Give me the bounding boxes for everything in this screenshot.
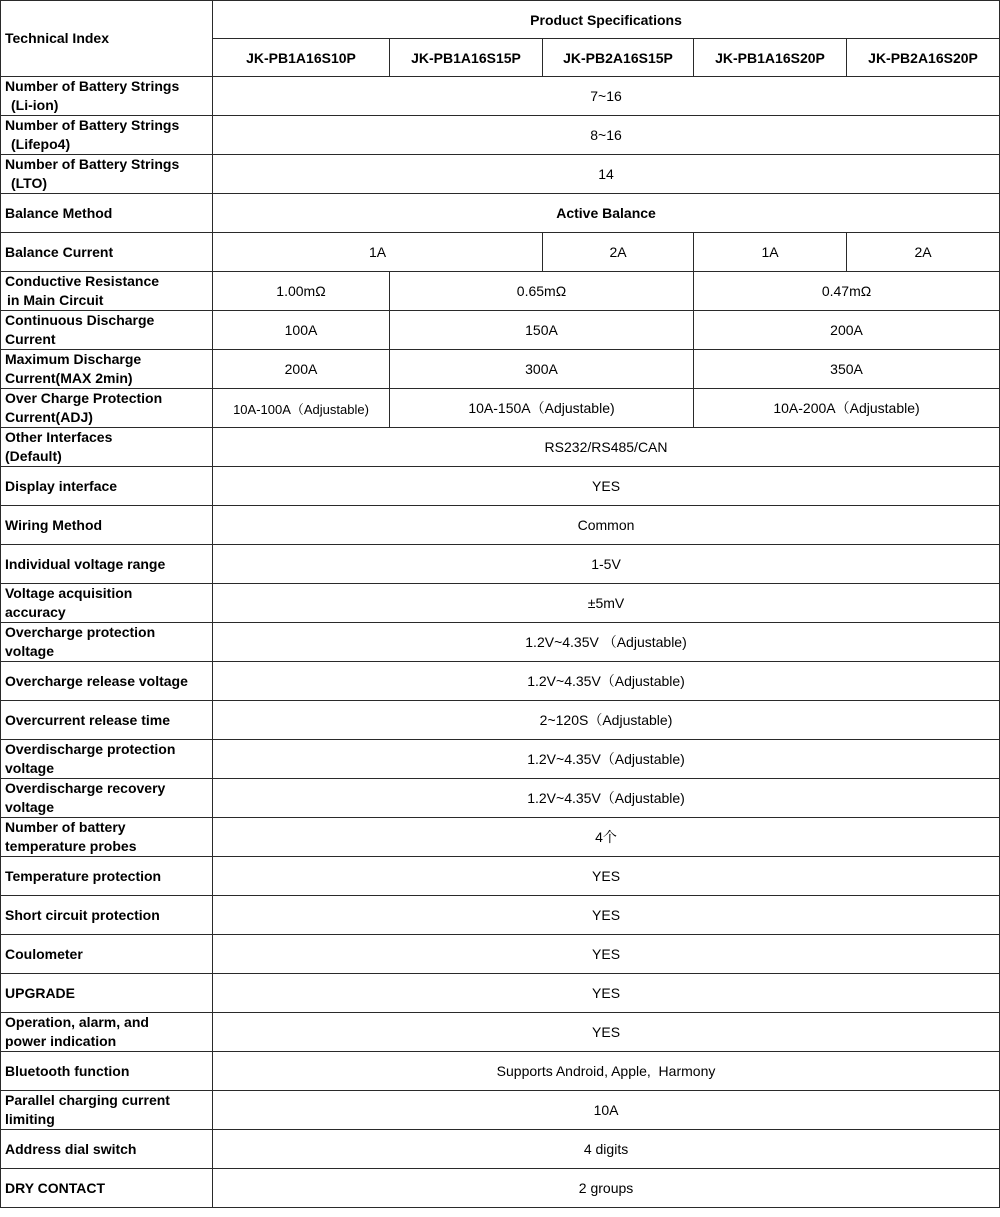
spec-value: 1.2V~4.35V（Adjustable) [213,779,1000,818]
table-row [1,428,1000,467]
row-label-line: Number of Battery Strings [5,117,180,133]
spec-value: 1.2V~4.35V（Adjustable) [213,740,1000,779]
row-label-line: accuracy [5,604,66,620]
table-row [1,1091,1000,1130]
row-label-line: (Li-ion) [11,97,59,113]
row-label-line: Overdischarge recovery [5,780,166,796]
spec-value: 14 [213,155,1000,194]
spec-value: 200A [213,350,390,389]
table-row [1,272,1000,311]
row-label: DRY CONTACT [1,1169,213,1208]
spec-value: 100A [213,311,390,350]
row-label-line: Number of Battery Strings [5,78,180,94]
table-row [1,1013,1000,1052]
spec-value: 1.2V~4.35V （Adjustable) [213,623,1000,662]
spec-value: 2 groups [213,1169,1000,1208]
spec-value: 10A-150A（Adjustable) [390,389,694,428]
row-label [1,1013,213,1052]
spec-value: YES [213,1013,1000,1052]
row-label [1,818,213,857]
row-label-line: Number of Battery Strings [5,156,180,172]
table-row [1,506,1000,545]
spec-value: 8~16 [213,116,1000,155]
spec-value: YES [213,896,1000,935]
spec-value: Active Balance [213,194,1000,233]
table-row [1,662,1000,701]
row-label [1,155,213,194]
row-label [1,623,213,662]
table-row [1,194,1000,233]
row-label-line: Over Charge Protection [5,390,163,406]
table-row [1,623,1000,662]
row-label-line: Operation, alarm, and [5,1014,149,1030]
spec-value: 7~16 [213,77,1000,116]
row-label-line: power indication [5,1033,117,1049]
row-label-line: (LTO) [11,175,48,191]
spec-value: ±5mV [213,584,1000,623]
model-header: JK-PB2A16S15P [543,39,694,77]
row-label [1,311,213,350]
spec-value: 10A-100A（Adjustable) [213,389,390,428]
spec-value: Common [213,506,1000,545]
table-row [1,935,1000,974]
spec-value: YES [213,467,1000,506]
row-label-line: Current(ADJ) [5,409,93,425]
row-label-line: (Default) [5,448,62,464]
row-label-line: in Main Circuit [7,292,104,308]
row-label: Overcurrent release time [1,701,213,740]
row-label-line: limiting [5,1111,55,1127]
spec-value: 0.65mΩ [390,272,694,311]
row-label-line: Overcharge protection [5,624,156,640]
spec-value: RS232/RS485/CAN [213,428,1000,467]
row-label [1,77,213,116]
table-row [1,1130,1000,1169]
spec-value: 200A [694,311,1000,350]
row-label [1,428,213,467]
row-label [1,389,213,428]
table-row [1,389,1000,428]
table-row [1,77,1000,116]
row-label-line: Overdischarge protection [5,741,176,757]
row-label: Overcharge release voltage [1,662,213,701]
table-row [1,896,1000,935]
row-label-line: temperature probes [5,838,137,854]
table-row [1,545,1000,584]
spec-value: 2A [847,233,1000,272]
spec-value: YES [213,857,1000,896]
spec-value: 1A [213,233,543,272]
spec-value: 300A [390,350,694,389]
row-label [1,740,213,779]
row-label-line: Other Interfaces [5,429,113,445]
table-row [1,701,1000,740]
row-label-line: voltage [5,799,55,815]
row-label-line: Current [5,331,56,347]
row-label: Temperature protection [1,857,213,896]
spec-value: YES [213,974,1000,1013]
spec-value: 0.47mΩ [694,272,1000,311]
row-label: Display interface [1,467,213,506]
row-label-line: Continuous Discharge [5,312,155,328]
table-row [1,740,1000,779]
row-label [1,1091,213,1130]
table-row [1,779,1000,818]
row-label: Coulometer [1,935,213,974]
row-label-line: Conductive Resistance [5,273,160,289]
table-row [1,584,1000,623]
row-label: Individual voltage range [1,545,213,584]
spec-value: 2A [543,233,694,272]
row-label: Wiring Method [1,506,213,545]
row-label-line: (Lifepo4) [11,136,71,152]
table-row [1,155,1000,194]
product-specifications-title: Product Specifications [213,1,1000,39]
row-label-line: Maximum Discharge [5,351,142,367]
row-label [1,584,213,623]
table-row [1,974,1000,1013]
table-row [1,467,1000,506]
spec-value: 4 digits [213,1130,1000,1169]
row-label-line: voltage [5,643,55,659]
row-label [1,272,213,311]
row-label-line: Voltage acquisition [5,585,133,601]
row-label [1,779,213,818]
spec-value: YES [213,935,1000,974]
spec-value: 10A [213,1091,1000,1130]
spec-value: 150A [390,311,694,350]
spec-value: 350A [694,350,1000,389]
row-label: Bluetooth function [1,1052,213,1091]
row-label: Balance Method [1,194,213,233]
spec-value: 4个 [213,818,1000,857]
spec-value: 2~120S（Adjustable) [213,701,1000,740]
table-row [1,116,1000,155]
table-row [1,857,1000,896]
row-label-line: Parallel charging current [5,1092,170,1108]
spec-value: 1.2V~4.35V（Adjustable) [213,662,1000,701]
row-label: Balance Current [1,233,213,272]
row-label-line: voltage [5,760,55,776]
spec-value: 1-5V [213,545,1000,584]
model-header: JK-PB1A16S20P [694,39,847,77]
table-row [1,233,1000,272]
row-label [1,350,213,389]
spec-value: Supports Android, Apple, Harmony [213,1052,1000,1091]
table-row [1,350,1000,389]
technical-index-header: Technical Index [1,1,213,77]
model-header: JK-PB1A16S10P [213,39,390,77]
row-label [1,116,213,155]
table-row [1,1052,1000,1091]
spec-value: 1A [694,233,847,272]
table-row [1,1169,1000,1208]
row-label-line: Current(MAX 2min) [5,370,133,386]
model-header: JK-PB2A16S20P [847,39,1000,77]
model-header: JK-PB1A16S15P [390,39,543,77]
row-label: UPGRADE [1,974,213,1013]
table-row [1,818,1000,857]
row-label-line: Number of battery [5,819,126,835]
row-label: Short circuit protection [1,896,213,935]
spec-value: 1.00mΩ [213,272,390,311]
spec-value: 10A-200A（Adjustable) [694,389,1000,428]
row-label: Address dial switch [1,1130,213,1169]
table-row [1,311,1000,350]
